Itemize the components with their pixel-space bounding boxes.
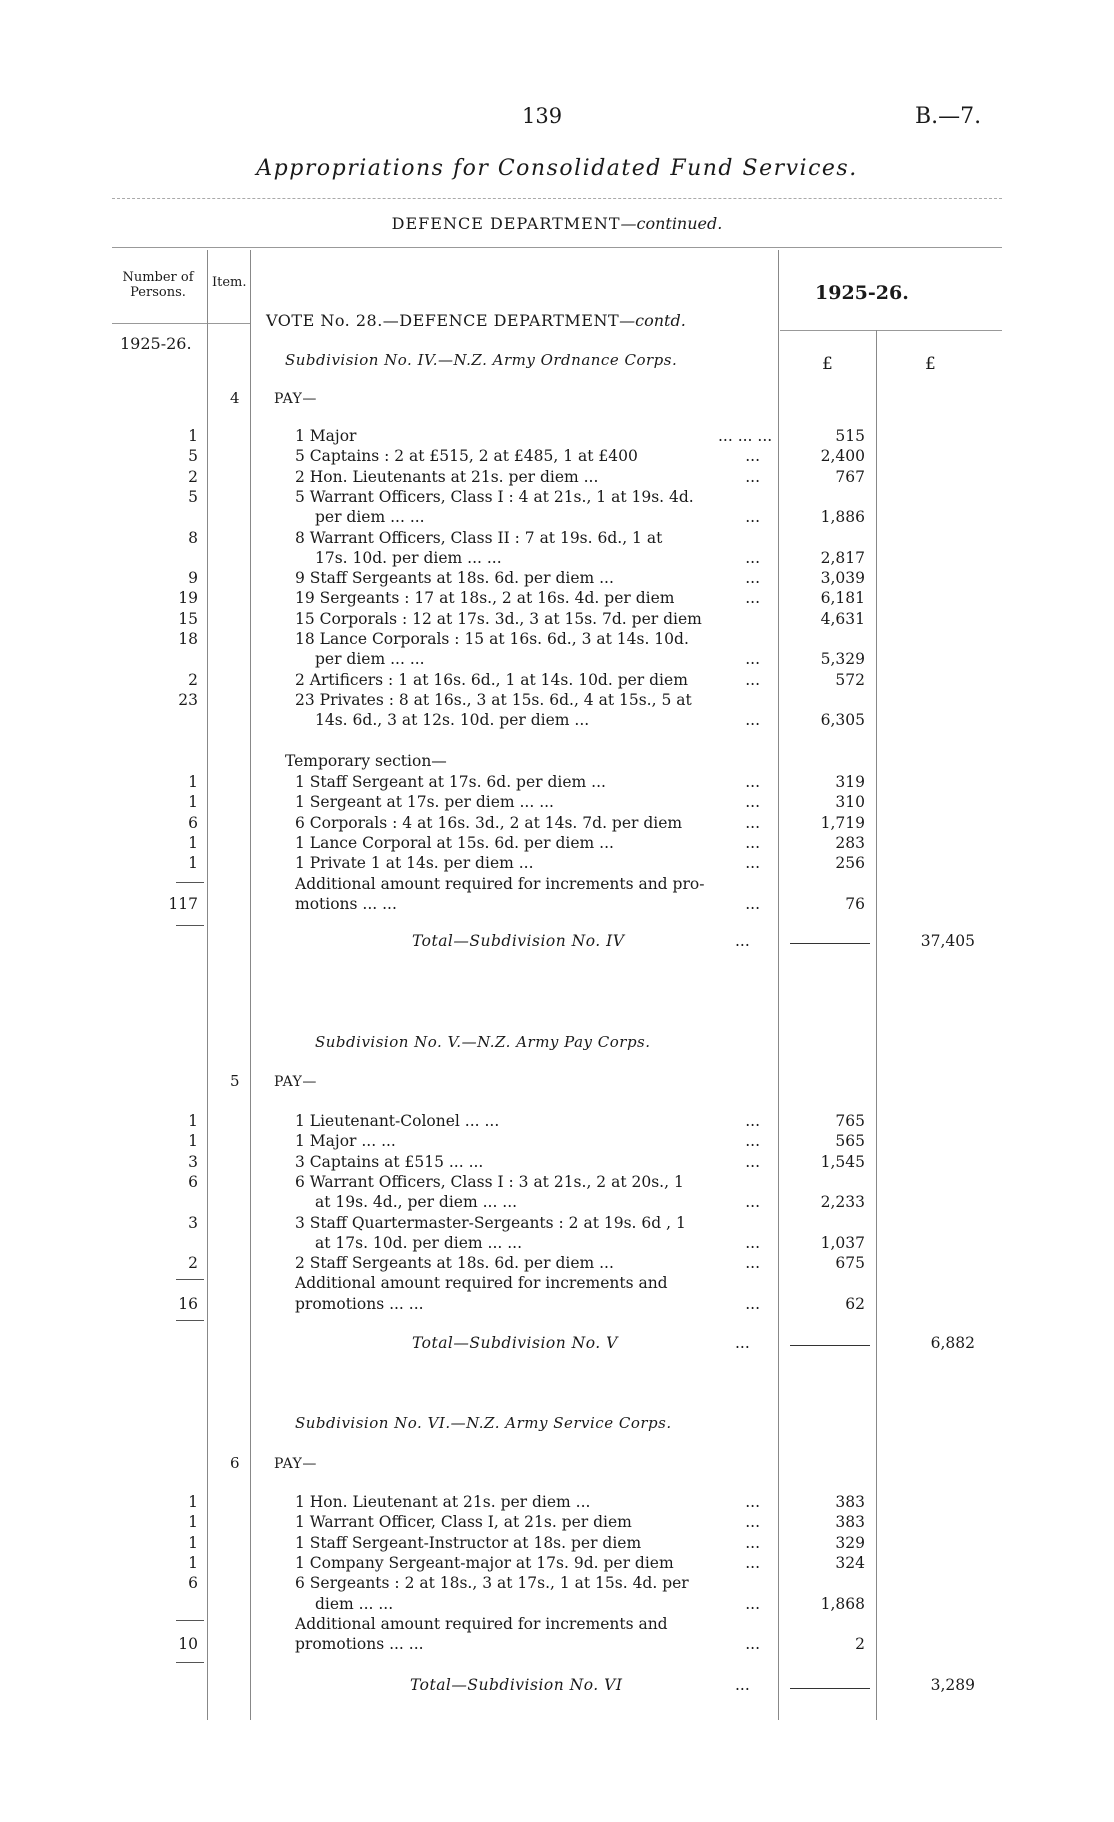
row-leader-dots: ... (745, 1254, 760, 1273)
row-leader-dots: ... (745, 773, 760, 791)
row-leader-dots: ... (745, 447, 760, 466)
table-row (0, 1554, 1114, 1575)
persons-count: 19 (178, 589, 198, 608)
table-row (0, 875, 1114, 896)
persons-count: 15 (178, 609, 198, 628)
table-row (0, 671, 1114, 692)
subdivision-4-heading: Subdivision No. IV.—N.Z. Army Ordnance Corps. (285, 351, 678, 369)
persons-count: 8 (188, 528, 198, 547)
subdivision-5-heading: Subdivision No. V.—N.Z. Army Pay Corps. (315, 1033, 651, 1051)
row-description: 1 Lieutenant-Colonel ... ... (295, 1112, 500, 1130)
row-description: per diem ... ... (315, 508, 425, 527)
subdivision-6-pay-label: PAY— (274, 1456, 317, 1472)
table-row (0, 1635, 1114, 1656)
row-amount: 6,181 (820, 589, 865, 608)
row-leader-dots: ... (745, 650, 760, 669)
subdivision-6-total-label: Total—Subdivision No. VI (410, 1676, 623, 1694)
sum-rule-4b (176, 925, 204, 926)
row-description: 1 Staff Sergeant-Instructor at 18s. per diem (295, 1533, 642, 1552)
row-description: 6 Warrant Officers, Class I : 3 at 21s., 2 at 20s., 1 (295, 1172, 684, 1191)
subdivision-6-total-rule (790, 1688, 870, 1689)
table-row (0, 834, 1114, 855)
row-description: 1 Lance Corporal at 15s. 6d. per diem ... (295, 833, 614, 852)
row-description: Additional amount required for increments and (295, 1614, 668, 1633)
row-amount: 4,631 (820, 609, 865, 628)
persons-count: 5 (188, 447, 198, 466)
persons-count: 16 (178, 1294, 198, 1313)
table-row (0, 610, 1114, 631)
table-row (0, 1274, 1114, 1295)
row-amount: 767 (835, 467, 865, 486)
table-row (0, 1153, 1114, 1174)
persons-count: 6 (188, 1574, 198, 1593)
table-row (0, 711, 1114, 732)
row-amount: 383 (835, 1493, 865, 1511)
subdivision-6-total-dots: ... (735, 1676, 750, 1694)
row-description: 8 Warrant Officers, Class II : 7 at 19s. 6d., 1 at (295, 528, 663, 547)
row-description: 14s. 6d., 3 at 12s. 10d. per diem ... (315, 711, 590, 730)
row-description: 18 Lance Corporals : 15 at 16s. 6d., 3 at 14s. 10d. (295, 630, 689, 648)
table-row (0, 773, 1114, 794)
subdivision-6-item-number: 6 (230, 1454, 240, 1472)
header-item: Item. (212, 275, 247, 290)
row-leader-dots: ... (745, 894, 760, 913)
table-row (0, 793, 1114, 814)
table-row (0, 1234, 1114, 1255)
header-number-of-persons: Number of Persons. (122, 270, 194, 300)
table-row (0, 1214, 1114, 1235)
table-row (0, 1295, 1114, 1316)
row-description: 3 Captains at £515 ... ... (295, 1152, 484, 1171)
sum-rule-6a (176, 1620, 204, 1621)
row-description: 15 Corporals : 12 at 17s. 3d., 3 at 15s. 7d. per diem (295, 609, 702, 628)
header-year-left: 1925-26. (120, 334, 192, 353)
persons-count: 10 (178, 1635, 198, 1654)
persons-count: 1 (188, 1112, 198, 1130)
row-amount: 1,037 (820, 1233, 865, 1252)
vote-suffix: —contd. (619, 311, 686, 330)
row-leader-dots: ... (745, 670, 760, 689)
row-leader-dots: ... (745, 548, 760, 567)
persons-count: 1 (188, 833, 198, 852)
table-row (0, 691, 1114, 712)
row-leader-dots: ... (745, 569, 760, 588)
row-leader-dots: ... (745, 813, 760, 832)
persons-count: 117 (168, 894, 198, 913)
row-description: 19 Sergeants : 17 at 18s., 2 at 16s. 4d. per diem (295, 589, 675, 608)
title-rule (112, 198, 1002, 199)
subdivision-5-total: 6,882 (930, 1334, 975, 1352)
persons-count: 1 (188, 1533, 198, 1552)
pound-symbol-items: £ (822, 354, 833, 374)
table-row (0, 427, 1114, 448)
row-description: 2 Staff Sergeants at 18s. 6d. per diem ... (295, 1254, 614, 1273)
table-row (0, 630, 1114, 651)
row-amount: 2,233 (820, 1193, 865, 1212)
row-description: at 17s. 10d. per diem ... ... (315, 1233, 523, 1252)
persons-count: 3 (188, 1213, 198, 1232)
row-amount: 1,886 (820, 508, 865, 527)
table-row (0, 1254, 1114, 1275)
subdivision-4-item-number: 4 (230, 389, 240, 407)
row-amount: 2 (855, 1635, 865, 1654)
vote-text: VOTE No. 28.—DEFENCE DEPARTMENT (266, 311, 620, 330)
table-row (0, 650, 1114, 671)
row-description: 1 Warrant Officer, Class I, at 21s. per diem (295, 1513, 632, 1532)
table-row (0, 895, 1114, 916)
vote-heading (266, 311, 686, 330)
row-amount: 256 (835, 854, 865, 873)
persons-count: 2 (188, 1254, 198, 1273)
row-amount: 383 (835, 1513, 865, 1532)
row-description: 2 Hon. Lieutenants at 21s. per diem ... (295, 467, 599, 486)
department-heading (0, 214, 1114, 233)
row-description: promotions ... ... (295, 1294, 424, 1313)
persons-count: 1 (188, 1513, 198, 1532)
row-amount: 5,329 (820, 650, 865, 669)
table-row (0, 1595, 1114, 1616)
row-description: 23 Privates : 8 at 16s., 3 at 15s. 6d., 4 at 15s., 5 at (295, 690, 692, 709)
table-row (0, 468, 1114, 489)
row-amount: 675 (835, 1254, 865, 1273)
row-leader-dots: ... (745, 1513, 760, 1532)
row-description: Additional amount required for increments and (295, 1274, 668, 1293)
row-amount: 283 (835, 833, 865, 852)
table-row (0, 1193, 1114, 1214)
row-description: 6 Sergeants : 2 at 18s., 3 at 17s., 1 at 15s. 4d. per (295, 1574, 689, 1593)
row-description: diem ... ... (315, 1594, 394, 1613)
subdivision-6-total: 3,289 (930, 1676, 975, 1694)
persons-count: 18 (178, 630, 198, 648)
row-description: per diem ... ... (315, 650, 425, 669)
subdivision-5-total-dots: ... (735, 1334, 750, 1352)
persons-count: 5 (188, 487, 198, 506)
row-description: 3 Staff Quartermaster-Sergeants : 2 at 19s. 6d , 1 (295, 1213, 686, 1232)
header-year-right: 1925-26. (815, 282, 909, 304)
table-row (0, 589, 1114, 610)
row-description: motions ... ... (295, 894, 397, 913)
row-leader-dots: ... (745, 467, 760, 486)
subdivision-5-pay-label: PAY— (274, 1074, 317, 1090)
row-description: 5 Captains : 2 at £515, 2 at £485, 1 at £400 (295, 447, 638, 466)
row-description: 1 Hon. Lieutenant at 21s. per diem ... (295, 1493, 591, 1511)
row-description: 1 Company Sergeant-major at 17s. 9d. per diem (295, 1553, 674, 1572)
row-leader-dots: ... (745, 1152, 760, 1171)
header-rule-left (112, 323, 250, 324)
sum-rule-5a (176, 1279, 204, 1280)
row-amount: 565 (835, 1132, 865, 1151)
table-row (0, 1513, 1114, 1534)
row-leader-dots: ... (745, 1635, 760, 1654)
department-name: DEFENCE DEPARTMENT (391, 214, 621, 233)
row-leader-dots: ... (745, 833, 760, 852)
persons-count: 6 (188, 813, 198, 832)
subdivision-4-total-label: Total—Subdivision No. IV (412, 932, 625, 950)
row-amount: 2,817 (820, 548, 865, 567)
table-row (0, 447, 1114, 468)
table-row (0, 1173, 1114, 1194)
persons-count: 23 (178, 690, 198, 709)
row-amount: 324 (835, 1553, 865, 1572)
row-leader-dots: ... (745, 1233, 760, 1252)
persons-count: 1 (188, 854, 198, 873)
row-description: 17s. 10d. per diem ... ... (315, 548, 502, 567)
row-amount: 1,545 (820, 1152, 865, 1171)
temporary-section-label: Temporary section— (285, 752, 447, 770)
row-amount: 515 (835, 427, 865, 445)
table-top-rule (112, 247, 1002, 248)
row-leader-dots: ... ... ... (718, 427, 773, 445)
subdivision-4-total-rule (790, 943, 870, 944)
table-row (0, 1615, 1114, 1636)
row-description: 1 Private 1 at 14s. per diem ... (295, 854, 534, 873)
subdivision-6-heading: Subdivision No. VI.—N.Z. Army Service Corps. (295, 1414, 672, 1432)
row-leader-dots: ... (745, 1193, 760, 1212)
table-row (0, 488, 1114, 509)
row-amount: 310 (835, 793, 865, 812)
row-description: 5 Warrant Officers, Class I : 4 at 21s., 1 at 19s. 4d. (295, 487, 694, 506)
row-leader-dots: ... (745, 1594, 760, 1613)
table-row (0, 1112, 1114, 1133)
row-description: 1 Sergeant at 17s. per diem ... ... (295, 793, 554, 812)
row-leader-dots: ... (745, 1132, 760, 1151)
row-amount: 62 (845, 1294, 865, 1313)
table-row (0, 529, 1114, 550)
row-leader-dots: ... (745, 793, 760, 812)
row-description: 1 Major ... ... (295, 1132, 396, 1151)
sum-rule-4a (176, 882, 204, 883)
row-leader-dots: ... (745, 854, 760, 873)
row-leader-dots: ... (745, 589, 760, 608)
row-description: 2 Artificers : 1 at 16s. 6d., 1 at 14s. 10d. per diem (295, 670, 688, 689)
header-rule-right (780, 330, 1002, 331)
row-leader-dots: ... (745, 508, 760, 527)
row-amount: 6,305 (820, 711, 865, 730)
document-reference: B.—7. (915, 104, 982, 129)
row-description: 1 Staff Sergeant at 17s. 6d. per diem ... (295, 773, 606, 791)
persons-count: 2 (188, 467, 198, 486)
table-row (0, 549, 1114, 570)
row-leader-dots: ... (745, 711, 760, 730)
table-row (0, 1132, 1114, 1153)
persons-count: 1 (188, 773, 198, 791)
row-description: 6 Corporals : 4 at 16s. 3d., 2 at 14s. 7d. per diem (295, 813, 683, 832)
row-amount: 319 (835, 773, 865, 791)
table-row (0, 1574, 1114, 1595)
persons-count: 3 (188, 1152, 198, 1171)
row-amount: 765 (835, 1112, 865, 1130)
row-description: 9 Staff Sergeants at 18s. 6d. per diem ... (295, 569, 614, 588)
row-amount: 1,719 (820, 813, 865, 832)
table-row (0, 854, 1114, 875)
subdivision-5-item-number: 5 (230, 1072, 240, 1090)
row-leader-dots: ... (745, 1493, 760, 1511)
row-description: Additional amount required for increments and pro- (295, 874, 705, 893)
persons-count: 1 (188, 793, 198, 812)
persons-count: 1 (188, 1132, 198, 1151)
page-number: 139 (522, 104, 563, 128)
row-amount: 3,039 (820, 569, 865, 588)
row-description: 1 Major (295, 427, 357, 445)
row-amount: 572 (835, 670, 865, 689)
persons-count: 6 (188, 1172, 198, 1191)
row-leader-dots: ... (745, 1112, 760, 1130)
subdivision-4-pay-label: PAY— (274, 391, 317, 407)
page-title: Appropriations for Consolidated Fund Services. (256, 156, 858, 181)
persons-count: 1 (188, 1493, 198, 1511)
pound-symbol-totals: £ (925, 354, 936, 374)
subdivision-5-total-label: Total—Subdivision No. V (412, 1334, 618, 1352)
row-amount: 1,868 (820, 1594, 865, 1613)
subdivision-5-total-rule (790, 1345, 870, 1346)
persons-count: 9 (188, 569, 198, 588)
persons-count: 1 (188, 1553, 198, 1572)
row-leader-dots: ... (745, 1294, 760, 1313)
subdivision-4-total-dots: ... (735, 932, 750, 950)
row-amount: 76 (845, 894, 865, 913)
row-description: promotions ... ... (295, 1635, 424, 1654)
table-row (0, 508, 1114, 529)
subdivision-4-total: 37,405 (920, 932, 975, 950)
table-row (0, 1534, 1114, 1555)
row-description: at 19s. 4d., per diem ... ... (315, 1193, 518, 1212)
sum-rule-5b (176, 1320, 204, 1321)
persons-count: 1 (188, 427, 198, 445)
sum-rule-6b (176, 1662, 204, 1663)
department-suffix: —continued. (620, 214, 723, 233)
row-amount: 2,400 (820, 447, 865, 466)
row-leader-dots: ... (745, 1533, 760, 1552)
table-row (0, 1493, 1114, 1514)
row-amount: 329 (835, 1533, 865, 1552)
table-row (0, 569, 1114, 590)
row-leader-dots: ... (745, 1553, 760, 1572)
persons-count: 2 (188, 670, 198, 689)
table-row (0, 814, 1114, 835)
